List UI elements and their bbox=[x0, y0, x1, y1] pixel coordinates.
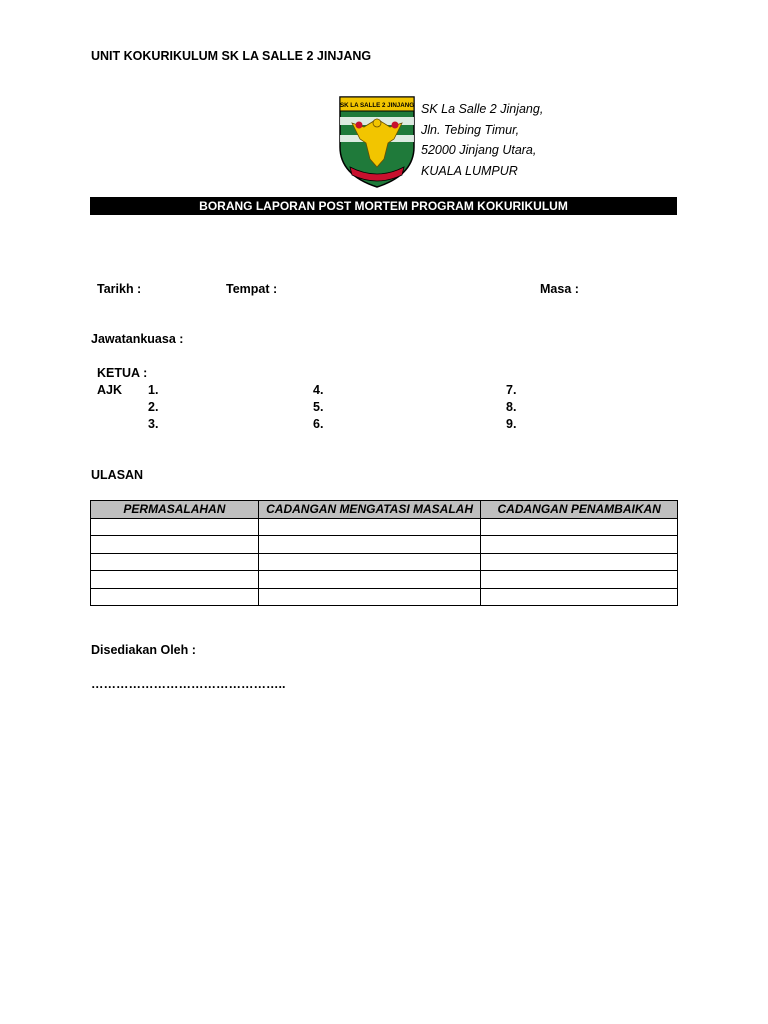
table-cell[interactable] bbox=[481, 553, 678, 571]
address-line-3: 52000 Jinjang Utara, bbox=[421, 143, 537, 157]
ketua-label: KETUA : bbox=[97, 366, 148, 380]
disediakan-oleh-label: Disediakan Oleh : bbox=[91, 643, 196, 657]
crest-icon bbox=[338, 95, 416, 189]
header-cadangan-penambaikan: CADANGAN PENAMBAIKAN bbox=[481, 501, 678, 519]
jawatankuasa-label: Jawatankuasa : bbox=[91, 332, 184, 346]
address-line-4: KUALA LUMPUR bbox=[421, 163, 518, 178]
table-row bbox=[91, 553, 678, 571]
ajk-number: 3. bbox=[148, 417, 159, 431]
ajk-number: 1. bbox=[148, 383, 159, 397]
ajk-number: 6. bbox=[313, 417, 324, 431]
signature-line: ……………………………………….. bbox=[91, 677, 286, 691]
address-line-1: SK La Salle 2 Jinjang, bbox=[421, 102, 544, 116]
table-cell[interactable] bbox=[258, 571, 481, 589]
school-crest-logo bbox=[338, 95, 416, 189]
tempat-label: Tempat : bbox=[226, 282, 278, 296]
ajk-number: 8. bbox=[506, 400, 517, 414]
unit-title: UNIT KOKURIKULUM SK LA SALLE 2 JINJANG bbox=[91, 49, 372, 63]
ajk-number: 2. bbox=[148, 400, 159, 414]
ajk-number: 4. bbox=[313, 383, 324, 397]
form-title-bar: BORANG LAPORAN POST MORTEM PROGRAM KOKURIKULUM bbox=[90, 197, 677, 215]
table-cell[interactable] bbox=[91, 553, 259, 571]
table-cell[interactable] bbox=[481, 571, 678, 589]
school-address bbox=[421, 99, 543, 181]
table-cell[interactable] bbox=[91, 571, 259, 589]
ajk-label: AJK bbox=[97, 383, 123, 397]
table-cell[interactable] bbox=[481, 536, 678, 554]
table-cell[interactable] bbox=[258, 553, 481, 571]
ulasan-table bbox=[90, 500, 678, 606]
table-cell[interactable] bbox=[481, 518, 678, 536]
tarikh-label: Tarikh : bbox=[97, 282, 142, 296]
header-permasalahan: PERMASALAHAN bbox=[91, 501, 259, 519]
ulasan-label: ULASAN bbox=[91, 468, 144, 482]
ajk-number: 5. bbox=[313, 400, 324, 414]
table-cell[interactable] bbox=[91, 588, 259, 606]
ajk-number: 7. bbox=[506, 383, 517, 397]
crest-banner-text: SK LA SALLE 2 JINJANG bbox=[339, 102, 415, 109]
table-cell[interactable] bbox=[481, 588, 678, 606]
table-cell[interactable] bbox=[258, 536, 481, 554]
ajk-number: 9. bbox=[506, 417, 517, 431]
table-cell[interactable] bbox=[91, 536, 259, 554]
table-row bbox=[91, 536, 678, 554]
address-line-2: Jln. Tebing Timur, bbox=[421, 122, 520, 137]
header-cadangan-mengatasi: CADANGAN MENGATASI MASALAH bbox=[258, 501, 481, 519]
table-row bbox=[91, 518, 678, 536]
table-row bbox=[91, 571, 678, 589]
table-cell[interactable] bbox=[258, 588, 481, 606]
table-cell[interactable] bbox=[91, 518, 259, 536]
masa-label: Masa : bbox=[540, 282, 579, 296]
table-cell[interactable] bbox=[258, 518, 481, 536]
table-row bbox=[91, 588, 678, 606]
table-header-row bbox=[91, 501, 678, 519]
